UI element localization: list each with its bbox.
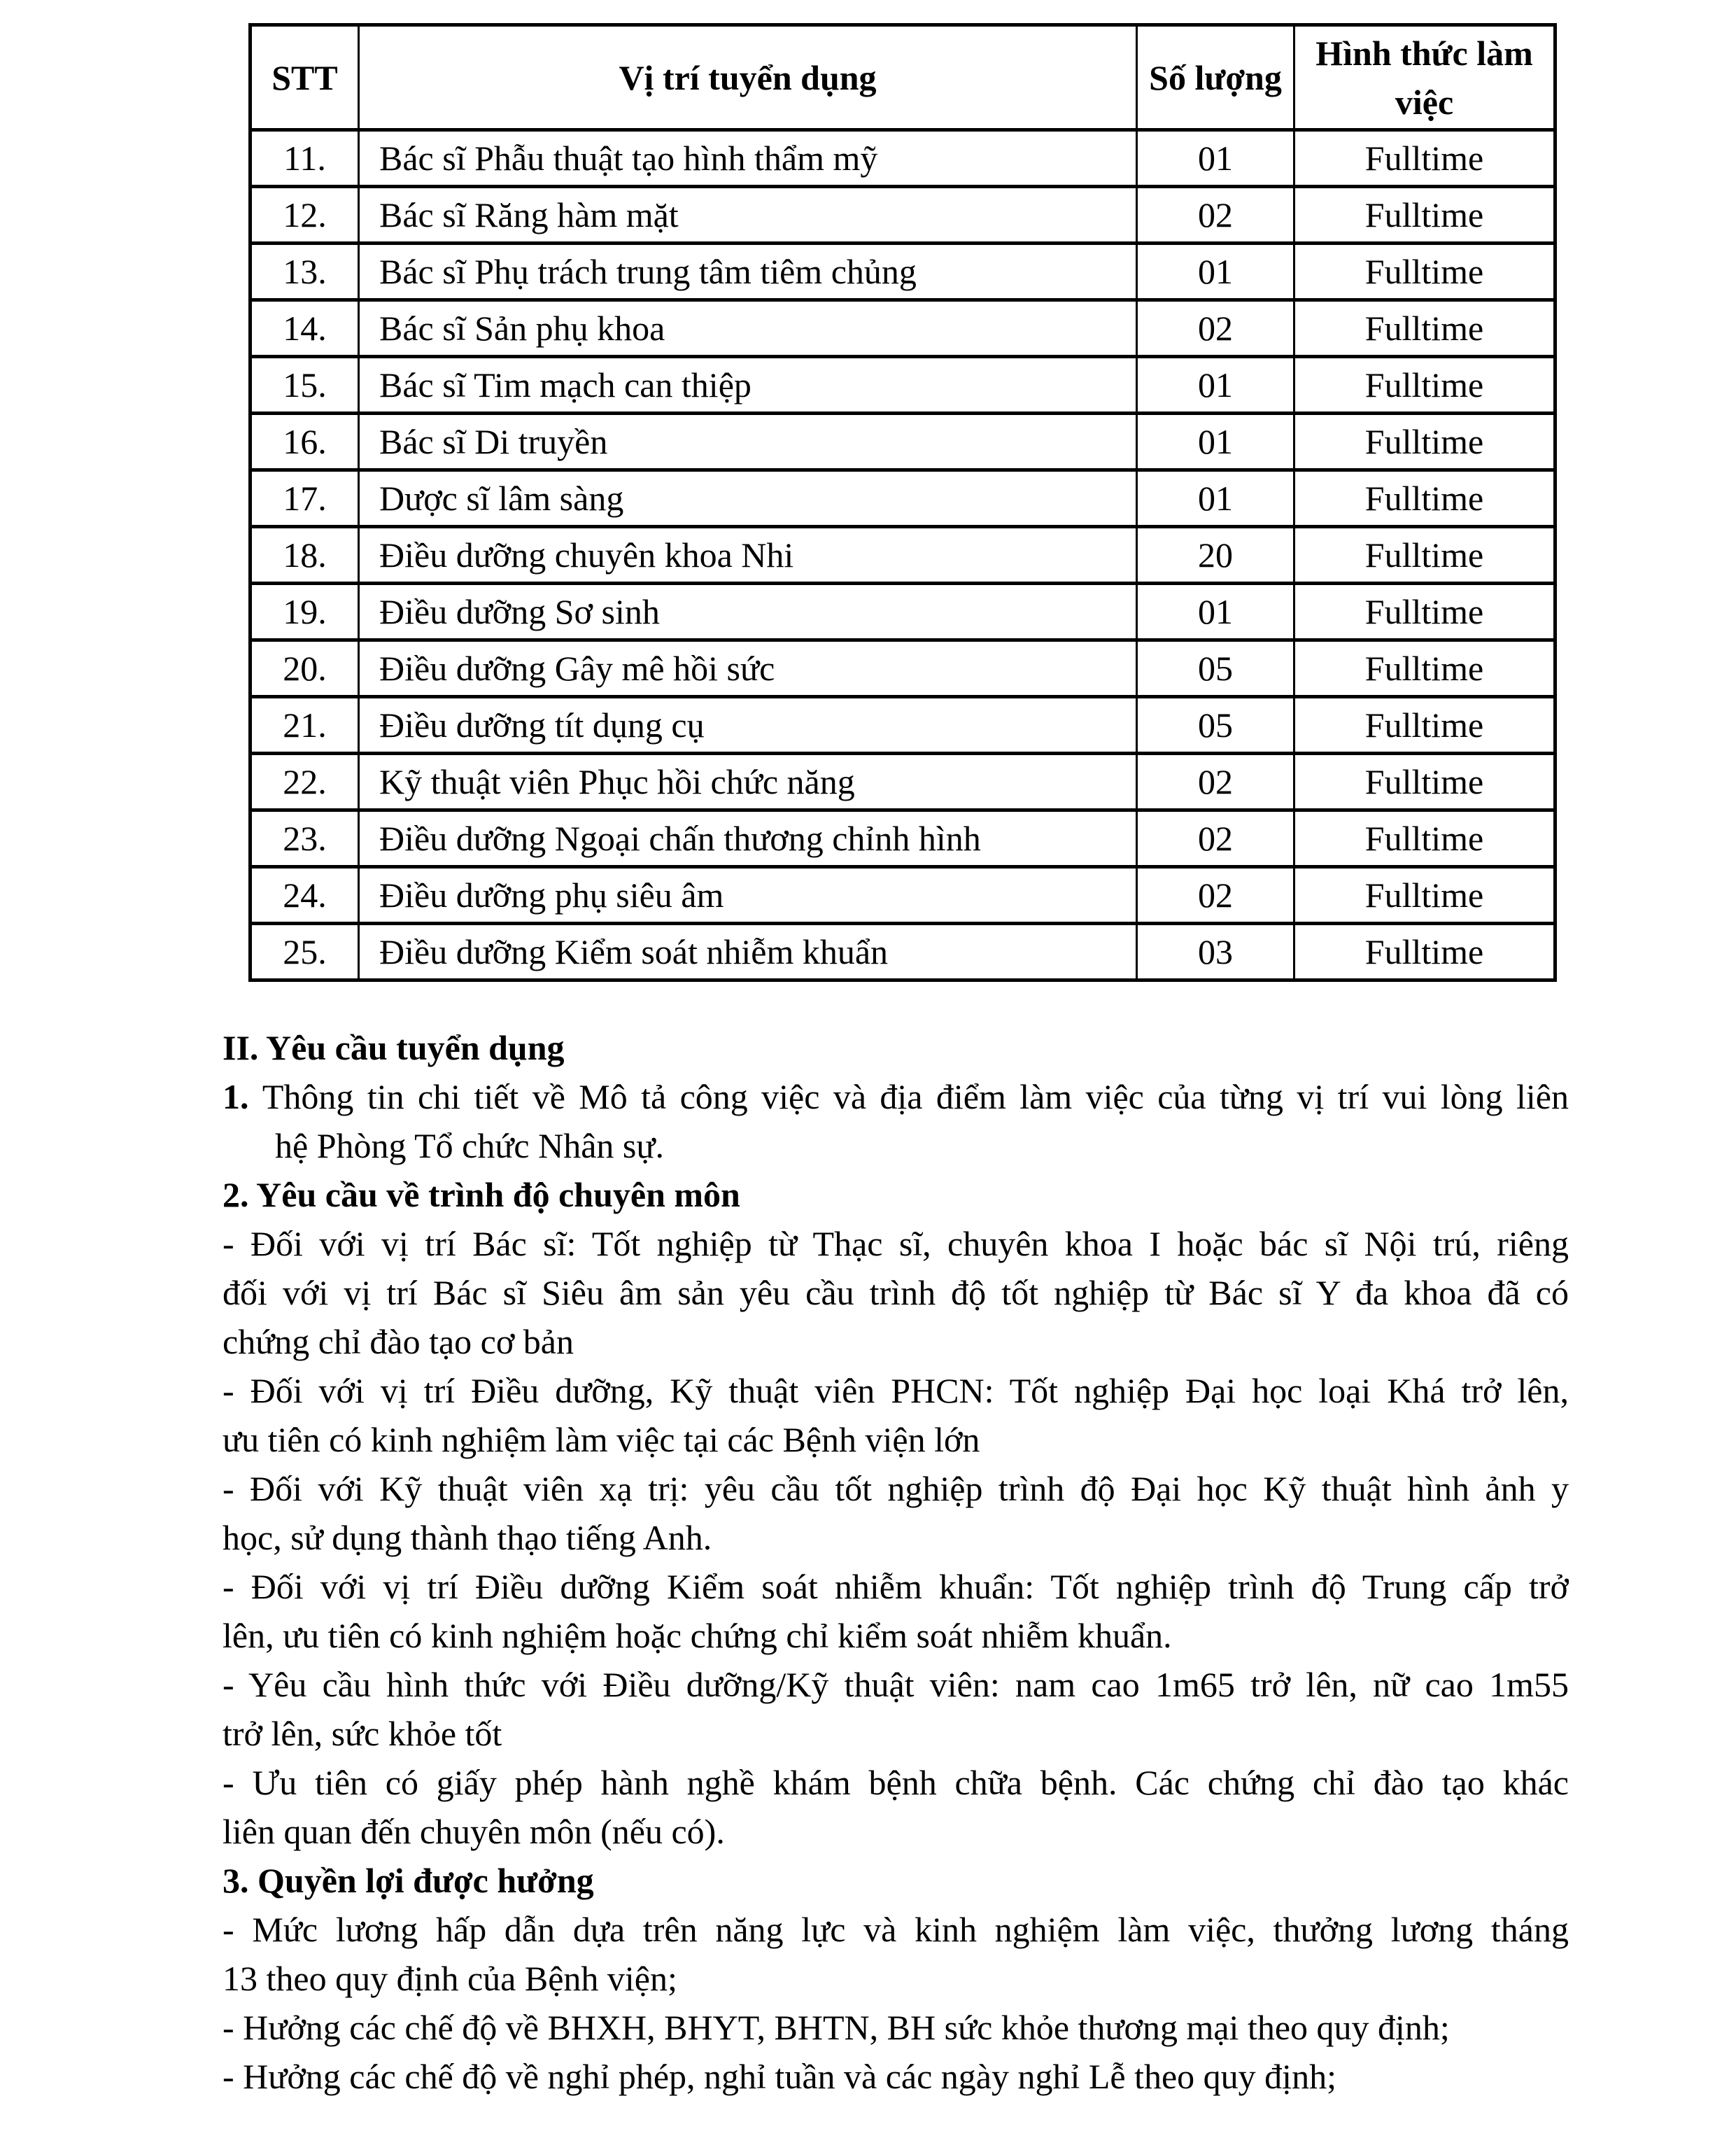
- cell-worktype: Fulltime: [1294, 697, 1555, 754]
- cell-worktype: Fulltime: [1294, 300, 1555, 357]
- table-row: [250, 470, 1555, 527]
- cell-worktype: Fulltime: [1294, 414, 1555, 470]
- paragraph-line: - Hưởng các chế độ về BHXH, BHYT, BHTN, BH sức khỏe thương mại theo quy định;: [223, 2008, 1450, 2047]
- cell-quantity: 01: [1137, 357, 1294, 414]
- cell-quantity: 02: [1137, 867, 1294, 924]
- cell-stt: 13.: [250, 244, 359, 300]
- cell-stt: 20.: [250, 640, 359, 697]
- cell-quantity: 20: [1137, 527, 1294, 584]
- col-header-worktype: Hình thức làm việc: [1294, 25, 1555, 130]
- cell-position: Bác sĩ Tim mạch can thiệp: [359, 357, 1137, 414]
- table-row: [250, 754, 1555, 810]
- table-row: [250, 414, 1555, 470]
- cell-stt: 16.: [250, 414, 359, 470]
- table-row: [250, 527, 1555, 584]
- table-row: [250, 867, 1555, 924]
- paragraph-line: đối với vị trí Bác sĩ Siêu âm sản yêu cầu trình độ tốt nghiệp từ Bác sĩ Y đa khoa đã có: [223, 1273, 1569, 1312]
- cell-quantity: 01: [1137, 414, 1294, 470]
- section-heading: 2. Yêu cầu về trình độ chuyên môn: [223, 1175, 740, 1214]
- table-row: [250, 810, 1555, 867]
- cell-position: Điều dưỡng tít dụng cụ: [359, 697, 1137, 754]
- table-row: [250, 300, 1555, 357]
- cell-worktype: Fulltime: [1294, 187, 1555, 244]
- cell-stt: 11.: [250, 130, 359, 187]
- table-row: [250, 697, 1555, 754]
- paragraph-line: - Hưởng các chế độ về nghỉ phép, nghỉ tuần và các ngày nghỉ Lễ theo quy định;: [223, 2057, 1336, 2096]
- col-header-position: Vị trí tuyển dụng: [359, 25, 1137, 130]
- cell-stt: 18.: [250, 527, 359, 584]
- cell-stt: 21.: [250, 697, 359, 754]
- section-heading: 3. Quyền lợi được hưởng: [223, 1861, 594, 1900]
- table-row: [250, 130, 1555, 187]
- cell-quantity: 02: [1137, 300, 1294, 357]
- cell-position: Điều dưỡng phụ siêu âm: [359, 867, 1137, 924]
- cell-stt: 12.: [250, 187, 359, 244]
- paragraph-line: - Ưu tiên có giấy phép hành nghề khám bệnh chữa bệnh. Các chứng chỉ đào tạo khác: [223, 1763, 1569, 1802]
- paragraph-line: 13 theo quy định của Bệnh viện;: [223, 1959, 677, 1998]
- paragraph-line: - Mức lương hấp dẫn dựa trên năng lực và kinh nghiệm làm việc, thưởng lương tháng: [223, 1910, 1569, 1949]
- paragraph-line: - Đối với vị trí Điều dưỡng, Kỹ thuật viên PHCN: Tốt nghiệp Đại học loại Khá trở lên,: [223, 1371, 1569, 1410]
- cell-stt: 25.: [250, 924, 359, 980]
- table-header-row: [250, 25, 1555, 130]
- cell-stt: 22.: [250, 754, 359, 810]
- cell-position: Bác sĩ Răng hàm mặt: [359, 187, 1137, 244]
- requirements-section: [223, 1023, 1569, 2101]
- cell-quantity: 01: [1137, 470, 1294, 527]
- cell-worktype: Fulltime: [1294, 924, 1555, 980]
- cell-worktype: Fulltime: [1294, 584, 1555, 640]
- cell-position: Điều dưỡng chuyên khoa Nhi: [359, 527, 1137, 584]
- cell-position: Điều dưỡng Gây mê hồi sức: [359, 640, 1137, 697]
- table-body: [250, 130, 1555, 980]
- cell-worktype: Fulltime: [1294, 527, 1555, 584]
- cell-stt: 15.: [250, 357, 359, 414]
- col-header-stt: STT: [250, 25, 359, 130]
- recruitment-table-wrap: [248, 23, 1557, 982]
- cell-stt: 19.: [250, 584, 359, 640]
- cell-worktype: Fulltime: [1294, 810, 1555, 867]
- cell-quantity: 01: [1137, 130, 1294, 187]
- paragraph-line: liên quan đến chuyên môn (nếu có).: [223, 1812, 725, 1851]
- cell-position: Điều dưỡng Kiểm soát nhiễm khuẩn: [359, 924, 1137, 980]
- paragraph-line: - Đối với vị trí Điều dưỡng Kiểm soát nhiễm khuẩn: Tốt nghiệp trình độ Trung cấp trở: [223, 1567, 1569, 1606]
- list-number: 1.: [223, 1077, 262, 1116]
- cell-position: Điều dưỡng Sơ sinh: [359, 584, 1137, 640]
- table-row: [250, 640, 1555, 697]
- paragraph-line: lên, ưu tiên có kinh nghiệm hoặc chứng chỉ kiểm soát nhiễm khuẩn.: [223, 1616, 1172, 1655]
- cell-position: Bác sĩ Phụ trách trung tâm tiêm chủng: [359, 244, 1137, 300]
- cell-quantity: 05: [1137, 697, 1294, 754]
- paragraph-line: - Yêu cầu hình thức với Điều dưỡng/Kỹ thuật viên: nam cao 1m65 trở lên, nữ cao 1m55: [223, 1665, 1569, 1704]
- cell-worktype: Fulltime: [1294, 130, 1555, 187]
- cell-worktype: Fulltime: [1294, 357, 1555, 414]
- cell-quantity: 05: [1137, 640, 1294, 697]
- cell-stt: 23.: [250, 810, 359, 867]
- cell-worktype: Fulltime: [1294, 640, 1555, 697]
- cell-quantity: 01: [1137, 584, 1294, 640]
- table-row: [250, 244, 1555, 300]
- cell-worktype: Fulltime: [1294, 244, 1555, 300]
- paragraph-line: 1. Thông tin chi tiết về Mô tả công việc và địa điểm làm việc của từng vị trí vui lòng liên: [223, 1077, 1569, 1116]
- paragraph-line: ưu tiên có kinh nghiệm làm việc tại các Bệnh viện lớn: [223, 1420, 980, 1459]
- cell-stt: 24.: [250, 867, 359, 924]
- cell-position: Bác sĩ Di truyền: [359, 414, 1137, 470]
- cell-position: Kỹ thuật viên Phục hồi chức năng: [359, 754, 1137, 810]
- paragraph-line: hệ Phòng Tổ chức Nhân sự.: [275, 1126, 664, 1165]
- cell-position: Điều dưỡng Ngoại chấn thương chỉnh hình: [359, 810, 1137, 867]
- cell-quantity: 01: [1137, 244, 1294, 300]
- cell-worktype: Fulltime: [1294, 754, 1555, 810]
- cell-position: Bác sĩ Sản phụ khoa: [359, 300, 1137, 357]
- paragraph-line: học, sử dụng thành thạo tiếng Anh.: [223, 1518, 712, 1557]
- paragraph-line: trở lên, sức khỏe tốt: [223, 1714, 502, 1753]
- cell-quantity: 02: [1137, 754, 1294, 810]
- paragraph-line: chứng chỉ đào tạo cơ bản: [223, 1322, 574, 1361]
- table-row: [250, 357, 1555, 414]
- cell-worktype: Fulltime: [1294, 470, 1555, 527]
- cell-worktype: Fulltime: [1294, 867, 1555, 924]
- paragraph-line: - Đối với vị trí Bác sĩ: Tốt nghiệp từ Thạc sĩ, chuyên khoa I hoặc bác sĩ Nội trú, riêng: [223, 1224, 1569, 1263]
- paragraph-line: - Đối với Kỹ thuật viên xạ trị: yêu cầu tốt nghiệp trình độ Đại học Kỹ thuật hình ảnh y: [223, 1469, 1569, 1508]
- cell-quantity: 02: [1137, 187, 1294, 244]
- section-heading: II. Yêu cầu tuyển dụng: [223, 1028, 565, 1067]
- table-row: [250, 187, 1555, 244]
- col-header-quantity: Số lượng: [1137, 25, 1294, 130]
- recruitment-table: [248, 23, 1557, 982]
- cell-stt: 14.: [250, 300, 359, 357]
- cell-position: Bác sĩ Phẫu thuật tạo hình thẩm mỹ: [359, 130, 1137, 187]
- cell-stt: 17.: [250, 470, 359, 527]
- cell-position: Dược sĩ lâm sàng: [359, 470, 1137, 527]
- cell-quantity: 03: [1137, 924, 1294, 980]
- table-header: [250, 25, 1555, 130]
- table-row: [250, 924, 1555, 980]
- table-row: [250, 584, 1555, 640]
- cell-quantity: 02: [1137, 810, 1294, 867]
